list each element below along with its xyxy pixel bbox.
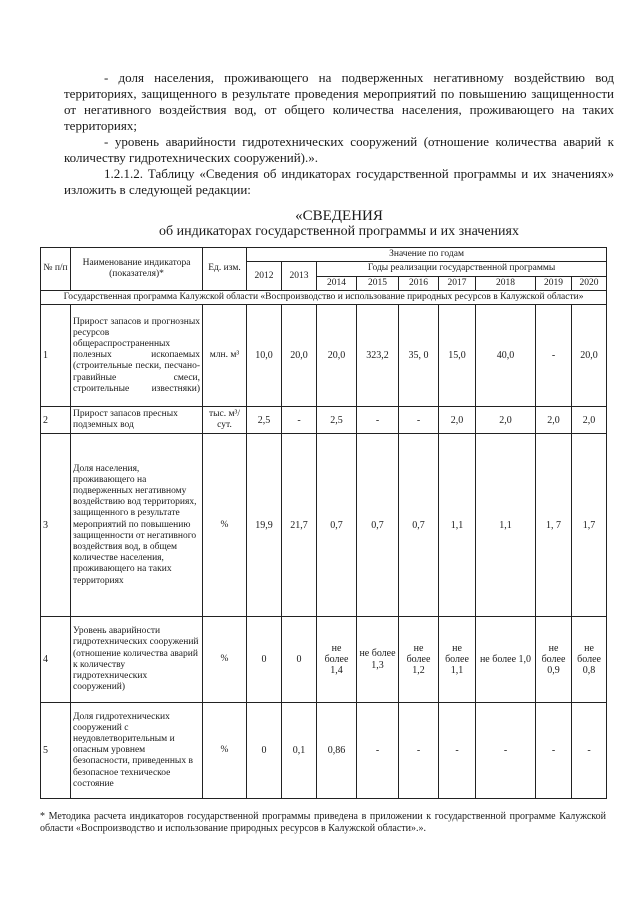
header-name: Наименование индикатора (показателя)* [71, 248, 203, 291]
row-num: 4 [41, 617, 71, 703]
row-value: 1,7 [572, 434, 607, 617]
row-value: 20,0 [282, 305, 317, 407]
row-num: 2 [41, 407, 71, 434]
row-value: 2,0 [572, 407, 607, 434]
header-year: 2018 [476, 276, 536, 290]
footnote: * Методика расчета индикаторов государственной программы приведена в приложении к государственной программе Калужской области «Воспроизводство и использование природных ресурсов в Калужской области».». [40, 811, 606, 834]
row-value: 20,0 [572, 305, 607, 407]
row-unit: % [203, 617, 247, 703]
row-value: - [572, 703, 607, 799]
indicators-table [40, 247, 607, 799]
row-indicator-name: Прирост запасов и прогнозных ресурсов общераспространенных полезных ископаемых (строительные пески, песчано-гравийные смеси, строительные известняки) [71, 305, 203, 407]
header-year: 2014 [317, 276, 357, 290]
row-num: 3 [41, 434, 71, 617]
row-unit: тыс. м³/сут. [203, 407, 247, 434]
row-num: 5 [41, 703, 71, 799]
header-unit: Ед. изм. [203, 248, 247, 291]
program-row [41, 291, 607, 305]
row-value: 19,9 [247, 434, 282, 617]
row-value: 0,86 [317, 703, 357, 799]
row-value: не более 1,3 [357, 617, 399, 703]
row-value: 1,1 [476, 434, 536, 617]
row-value: 1,1 [439, 434, 476, 617]
header-year: 2017 [439, 276, 476, 290]
row-unit: млн. м³ [203, 305, 247, 407]
row-indicator-name: Доля гидротехнических сооружений с неудовлетворительным и опасным уровнем безопасности, приведенных в безопасное техническое состояние [71, 703, 203, 799]
row-value: - [357, 703, 399, 799]
row-value: 15,0 [439, 305, 476, 407]
row-value: - [399, 703, 439, 799]
row-value: не более 0,8 [572, 617, 607, 703]
row-num: 1 [41, 305, 71, 407]
header-year: 2020 [572, 276, 607, 290]
row-value: 2,5 [247, 407, 282, 434]
row-value: не более 1,4 [317, 617, 357, 703]
header-year: 2016 [399, 276, 439, 290]
row-value: 20,0 [317, 305, 357, 407]
table-row [41, 434, 607, 617]
row-value: - [536, 703, 572, 799]
program-title: Государственная программа Калужской области «Воспроизводство и использование природных ресурсов в Калужской области» [41, 291, 607, 305]
table-row [41, 703, 607, 799]
table-subtitle: об индикаторах государственной программы и их значениях [158, 224, 519, 239]
row-value: 2,0 [476, 407, 536, 434]
row-value: не более 1,0 [476, 617, 536, 703]
table-row [41, 305, 607, 407]
row-value: не более 1,1 [439, 617, 476, 703]
table-title: «СВЕДЕНИЯ [295, 208, 383, 224]
paragraph-accident-level: - уровень аварийности гидротехнических сооружений (отношение количества аварий к количеству гидротехнических сооружений).». [64, 134, 614, 165]
row-value: 0,7 [399, 434, 439, 617]
row-value: 0,7 [357, 434, 399, 617]
row-value: 10,0 [247, 305, 282, 407]
row-indicator-name: Доля населения, проживающего на подверженных негативному воздействию вод территориях, защищенного в результате мероприятий по повышению защищенности от негативного воздействия вод, в общем количестве населения, проживающего на таких территориях [71, 434, 203, 617]
row-value: 0 [247, 617, 282, 703]
row-value: 35, 0 [399, 305, 439, 407]
row-value: - [357, 407, 399, 434]
header-year: 2013 [282, 262, 317, 291]
table-row [41, 617, 607, 703]
row-value: - [536, 305, 572, 407]
row-indicator-name: Прирост запасов пресных подземных вод [71, 407, 203, 434]
row-value: 2,0 [439, 407, 476, 434]
row-value: 0,1 [282, 703, 317, 799]
header-row-1 [41, 248, 607, 262]
header-realization-years: Годы реализации государственной программы [317, 262, 607, 276]
row-unit: % [203, 434, 247, 617]
header-year: 2019 [536, 276, 572, 290]
row-value: - [439, 703, 476, 799]
row-value: не более 0,9 [536, 617, 572, 703]
paragraph-table-instruction: 1.2.1.2. Таблицу «Сведения об индикаторах государственной программы и их значениях» изложить в следующей редакции: [64, 166, 614, 197]
row-indicator-name: Уровень аварийности гидротехнических сооружений (отношение количества аварий к количеству гидротехнических сооружений) [71, 617, 203, 703]
row-value: не более 1,2 [399, 617, 439, 703]
header-num: № п/п [41, 248, 71, 291]
row-value: 40,0 [476, 305, 536, 407]
table-row [41, 407, 607, 434]
row-unit: % [203, 703, 247, 799]
row-value: 0 [247, 703, 282, 799]
row-value: 2,5 [317, 407, 357, 434]
row-value: - [476, 703, 536, 799]
row-value: 0,7 [317, 434, 357, 617]
row-value: 1, 7 [536, 434, 572, 617]
header-year: 2012 [247, 262, 282, 291]
row-value: 21,7 [282, 434, 317, 617]
row-value: - [282, 407, 317, 434]
header-values-by-year: Значение по годам [247, 248, 607, 262]
row-value: 2,0 [536, 407, 572, 434]
row-value: 0 [282, 617, 317, 703]
paragraph-population-share: - доля населения, проживающего на подверженных негативному воздействию вод территориях, защищенного в результате проведения мероприятий по повышению защищенности от негативного воздействия вод, от общего количества населения, проживающего на таких территориях; [64, 70, 614, 133]
row-value: 323,2 [357, 305, 399, 407]
header-year: 2015 [357, 276, 399, 290]
row-value: - [399, 407, 439, 434]
